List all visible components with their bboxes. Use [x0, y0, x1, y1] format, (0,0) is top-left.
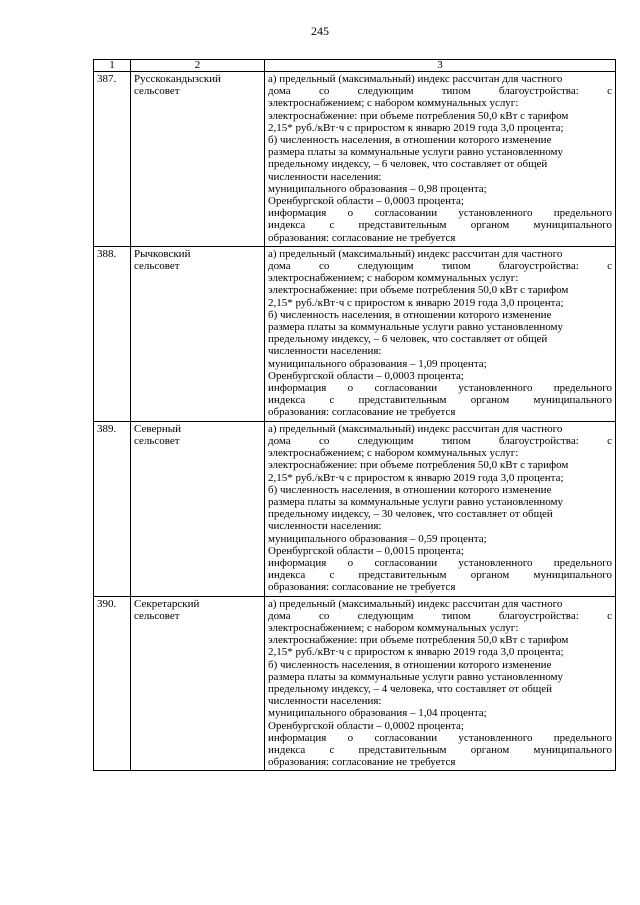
description-line: а) предельный (максимальный) индекс рассчитан для частного: [268, 422, 563, 435]
description-line: размера платы за коммунальные услуги равно установленному: [268, 670, 563, 683]
column-number-header-row: [94, 60, 616, 72]
description-line: информация о согласовании установленного предельного: [268, 207, 612, 220]
description-line: предельному индексу, – 6 человек, что составляет от общей: [268, 158, 548, 171]
description-line: Оренбургской области – 0,0002 процента;: [268, 719, 464, 732]
tariff-index-table: [93, 59, 616, 771]
index-description: [265, 72, 616, 247]
description-line: предельному индексу, – 6 человек, что составляет от общей: [268, 333, 548, 346]
description-line: электроснабжение: при объеме потребления 50,0 кВт с тарифом: [268, 284, 569, 297]
description-line: дома со следующим типом благоустройства: с: [268, 85, 612, 98]
table-row: [94, 596, 616, 771]
description-line: муниципального образования – 0,98 процента;: [268, 182, 487, 195]
description-line: индекса с представительным органом муниципального: [268, 394, 612, 407]
description-line: б) численность населения, в отношении которого изменение: [268, 134, 552, 147]
description-line: 2,15* руб./кВт·ч с приростом к январю 2019 года 3,0 процента;: [268, 121, 564, 134]
description-line: индекса с представительным органом муниципального: [268, 743, 612, 756]
description-line: численности населения:: [268, 345, 382, 358]
description-line: б) численность населения, в отношении которого изменение: [268, 658, 552, 671]
municipality-name-line: Северный: [134, 422, 182, 435]
description-line: численности населения:: [268, 695, 382, 708]
description-line: 2,15* руб./кВт·ч с приростом к январю 2019 года 3,0 процента;: [268, 296, 564, 309]
description-line: электроснабжение: при объеме потребления 50,0 кВт с тарифом: [268, 634, 569, 647]
description-line: а) предельный (максимальный) индекс рассчитан для частного: [268, 597, 563, 610]
description-line: информация о согласовании установленного предельного: [268, 556, 612, 569]
table-row: [94, 421, 616, 596]
description-line: дома со следующим типом благоустройства: с: [268, 434, 612, 447]
municipality-name-line: Рычковский: [134, 247, 191, 260]
municipality-name-line: Секретарский: [134, 597, 200, 610]
description-line: муниципального образования – 1,09 процента;: [268, 357, 487, 370]
municipality-name: [131, 246, 265, 421]
row-number: 388.: [94, 246, 131, 421]
municipality-name: [131, 596, 265, 771]
municipality-name-line: сельсовет: [134, 85, 180, 98]
description-line: образования: согласование не требуется: [268, 756, 456, 769]
municipality-name-line: сельсовет: [134, 434, 180, 447]
description-line: электроснабжением; с набором коммунальных услуг:: [268, 621, 519, 634]
description-line: б) численность населения, в отношении которого изменение: [268, 308, 552, 321]
column-header-3: 3: [265, 60, 616, 72]
municipality-name-line: сельсовет: [134, 260, 180, 273]
description-line: размера платы за коммунальные услуги равно установленному: [268, 146, 563, 159]
description-line: муниципального образования – 0,59 процента;: [268, 532, 487, 545]
table-row: [94, 72, 616, 247]
description-line: образования: согласование не требуется: [268, 406, 456, 419]
page-number: 245: [311, 24, 329, 38]
index-description: [265, 246, 616, 421]
description-line: Оренбургской области – 0,0003 процента;: [268, 369, 464, 382]
description-line: индекса с представительным органом муниципального: [268, 569, 612, 582]
description-line: б) численность населения, в отношении которого изменение: [268, 483, 552, 496]
description-line: численности населения:: [268, 520, 382, 533]
municipality-name-line: сельсовет: [134, 609, 180, 622]
description-line: а) предельный (максимальный) индекс рассчитан для частного: [268, 73, 563, 85]
municipality-name-line: Русскокандызский: [134, 73, 221, 85]
description-line: электроснабжением; с набором коммунальных услуг:: [268, 272, 519, 285]
description-line: 2,15* руб./кВт·ч с приростом к январю 2019 года 3,0 процента;: [268, 646, 564, 659]
description-line: численности населения:: [268, 170, 382, 183]
description-line: электроснабжением; с набором коммунальных услуг:: [268, 447, 519, 460]
description-line: электроснабжение: при объеме потребления 50,0 кВт с тарифом: [268, 109, 569, 122]
column-header-2: 2: [131, 60, 265, 72]
table-row: [94, 246, 616, 421]
row-number: 387.: [94, 72, 131, 247]
municipality-name: [131, 421, 265, 596]
description-line: а) предельный (максимальный) индекс рассчитан для частного: [268, 247, 563, 260]
description-line: дома со следующим типом благоустройства: с: [268, 609, 612, 622]
municipality-name: [131, 72, 265, 247]
description-line: электроснабжение: при объеме потребления 50,0 кВт с тарифом: [268, 459, 569, 472]
description-line: Оренбургской области – 0,0015 процента;: [268, 544, 464, 557]
description-line: информация о согласовании установленного предельного: [268, 382, 612, 395]
description-line: дома со следующим типом благоустройства: с: [268, 260, 612, 273]
description-line: предельному индексу, – 4 человека, что составляет от общей: [268, 682, 553, 695]
row-number: 389.: [94, 421, 131, 596]
description-line: муниципального образования – 1,04 процента;: [268, 707, 487, 720]
description-line: образования: согласование не требуется: [268, 231, 456, 244]
description-line: 2,15* руб./кВт·ч с приростом к январю 2019 года 3,0 процента;: [268, 471, 564, 484]
description-line: образования: согласование не требуется: [268, 581, 456, 594]
description-line: информация о согласовании установленного предельного: [268, 731, 612, 744]
description-line: Оренбургской области – 0,0003 процента;: [268, 195, 464, 208]
description-line: предельному индексу, – 30 человек, что составляет от общей: [268, 508, 553, 521]
description-line: размера платы за коммунальные услуги равно установленному: [268, 321, 563, 334]
description-line: электроснабжением; с набором коммунальных услуг:: [268, 97, 519, 110]
description-line: индекса с представительным органом муниципального: [268, 219, 612, 232]
index-description: [265, 596, 616, 771]
column-header-1: 1: [94, 60, 131, 72]
description-line: размера платы за коммунальные услуги равно установленному: [268, 495, 563, 508]
row-number: 390.: [94, 596, 131, 771]
index-description: [265, 421, 616, 596]
